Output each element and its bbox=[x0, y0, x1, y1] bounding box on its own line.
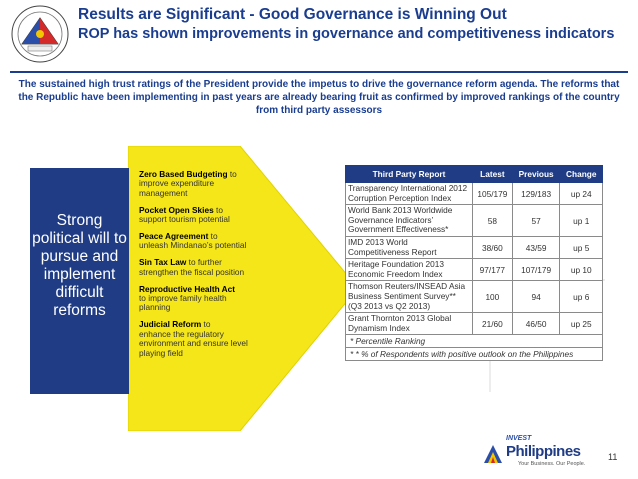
column-header-latest: Latest bbox=[473, 166, 513, 183]
latest-cell: 21/60 bbox=[473, 313, 513, 335]
philippine-seal-icon bbox=[10, 4, 70, 64]
reform-description: strengthen the fiscal position bbox=[139, 266, 245, 277]
table-row bbox=[346, 313, 603, 335]
table-note-row bbox=[346, 335, 603, 348]
change-cell: up 24 bbox=[560, 183, 603, 205]
column-header-previous: Previous bbox=[512, 166, 560, 183]
report-cell: Heritage Foundation 2013 Economic Freedom Index bbox=[346, 259, 473, 281]
logo-mark-icon bbox=[482, 443, 504, 465]
change-cell: up 6 bbox=[560, 281, 603, 313]
change-cell: up 25 bbox=[560, 313, 603, 335]
intro-paragraph: The sustained high trust ratings of the President provide the impetus to drive the governance reform agenda. The reforms that the Republic have been implementing in past years are already bearing fruit as confirmed by improved rankings of the country from third party assessors bbox=[18, 79, 620, 116]
table-note-row bbox=[346, 348, 603, 361]
reform-suffix: to bbox=[227, 169, 237, 179]
table-footnote: * * % of Respondents with positive outlook on the Philippines bbox=[346, 348, 603, 361]
reform-suffix: to bbox=[213, 204, 223, 215]
reform-item bbox=[139, 232, 259, 251]
reform-suffix: to further bbox=[186, 257, 222, 268]
previous-cell: 107/179 bbox=[512, 259, 560, 281]
reform-title: Judicial Reform bbox=[139, 319, 202, 330]
change-cell: up 5 bbox=[560, 236, 603, 258]
page-number: 11 bbox=[608, 452, 618, 462]
reform-item bbox=[139, 258, 259, 277]
reform-description: improve expenditure management bbox=[139, 178, 215, 198]
table-row bbox=[346, 236, 603, 258]
table-footnote: * Percentile Ranking bbox=[346, 335, 603, 348]
previous-cell: 46/50 bbox=[512, 313, 560, 335]
reform-suffix: to bbox=[201, 319, 211, 330]
reform-item bbox=[139, 170, 259, 198]
previous-cell: 57 bbox=[512, 205, 560, 237]
report-cell: Transparency International 2012 Corruption Perception Index bbox=[346, 183, 473, 205]
reform-description: enhance the regulatory environment and ensure level playing field bbox=[139, 328, 248, 358]
latest-cell: 97/177 bbox=[473, 259, 513, 281]
change-cell: up 1 bbox=[560, 205, 603, 237]
report-cell: Grant Thornton 2013 Global Dynamism Index bbox=[346, 313, 473, 335]
latest-cell: 38/60 bbox=[473, 236, 513, 258]
logo-top-text: INVEST bbox=[506, 435, 532, 442]
reform-title: Pocket Open Skies bbox=[139, 204, 214, 215]
column-header-report: Third Party Report bbox=[346, 166, 473, 183]
table-row bbox=[346, 183, 603, 205]
invest-philippines-logo bbox=[482, 435, 600, 471]
reform-title: Reproductive Health Act bbox=[139, 283, 236, 294]
previous-cell: 43/59 bbox=[512, 236, 560, 258]
reform-description: to improve family health planning bbox=[139, 293, 227, 313]
reform-item bbox=[139, 285, 259, 313]
previous-cell: 129/183 bbox=[512, 183, 560, 205]
reform-title: Zero Based Budgeting bbox=[139, 169, 228, 179]
reform-title: Sin Tax Law bbox=[139, 257, 187, 268]
reform-item bbox=[139, 320, 259, 358]
report-cell: World Bank 2013 Worldwide Governance Indicators’ Government Effectiveness* bbox=[346, 205, 473, 237]
reform-title: Peace Agreement bbox=[139, 231, 209, 242]
logo-main-text: Philippines bbox=[506, 443, 581, 460]
reforms-list bbox=[139, 170, 259, 366]
latest-cell: 100 bbox=[473, 281, 513, 313]
change-cell: up 10 bbox=[560, 259, 603, 281]
page-title: Results are Significant - Good Governance is Winning Out bbox=[78, 6, 507, 23]
column-header-change: Change bbox=[560, 166, 603, 183]
report-cell: Thomson Reuters/INSEAD Asia Business Sentiment Survey** (Q3 2013 vs Q2 2013) bbox=[346, 281, 473, 313]
reform-description: unleash Mindanao’s potential bbox=[139, 240, 247, 251]
left-panel-text: Strong political will to pursue and implement difficult reforms bbox=[32, 212, 127, 319]
latest-cell: 105/179 bbox=[473, 183, 513, 205]
reform-item bbox=[139, 206, 259, 225]
latest-cell: 58 bbox=[473, 205, 513, 237]
table-row bbox=[346, 281, 603, 313]
third-party-ratings-table bbox=[345, 165, 603, 361]
reform-description: support tourism potential bbox=[139, 214, 230, 225]
previous-cell: 94 bbox=[512, 281, 560, 313]
reform-suffix: to bbox=[208, 231, 218, 242]
page-subtitle: ROP has shown improvements in governance and competitiveness indicators bbox=[78, 26, 615, 42]
table-header-row bbox=[346, 166, 603, 183]
report-cell: IMD 2013 World Competitiveness Report bbox=[346, 236, 473, 258]
logo-tagline: Your Business. Our People. bbox=[518, 461, 586, 467]
table-row bbox=[346, 205, 603, 237]
table-row bbox=[346, 259, 603, 281]
title-divider bbox=[10, 71, 628, 73]
